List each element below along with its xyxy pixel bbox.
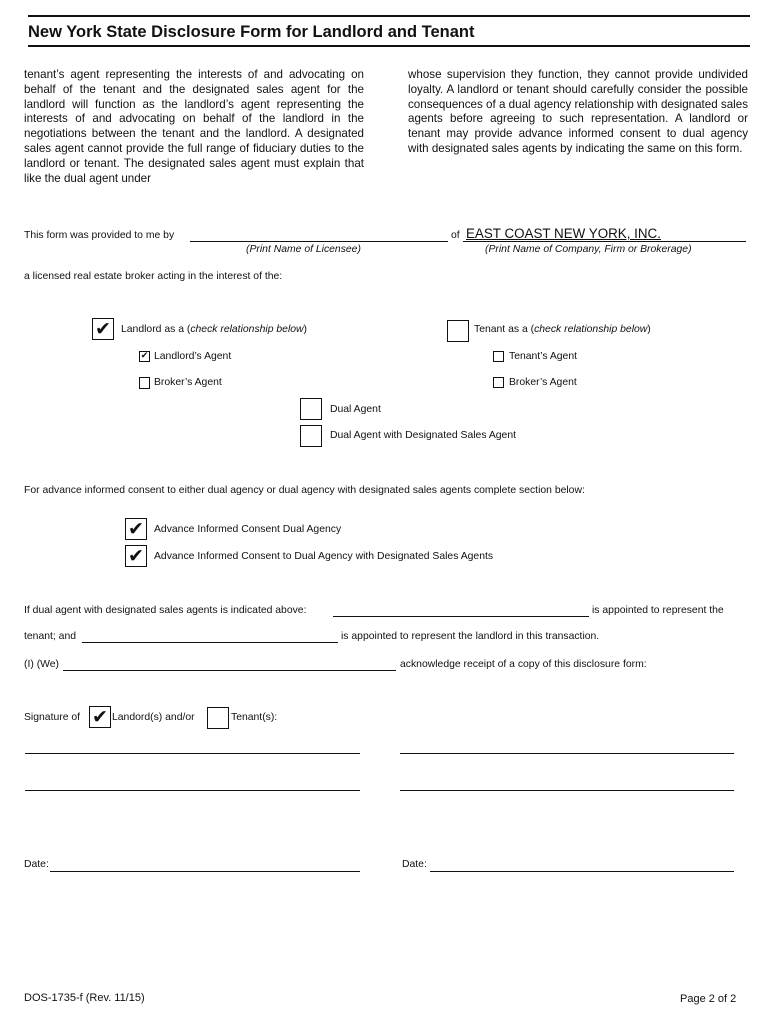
designated-line1-suffix: is appointed to represent the bbox=[592, 605, 724, 616]
company-caption: (Print Name of Company, Firm or Brokerage) bbox=[485, 244, 692, 255]
page-number: Page 2 of 2 bbox=[680, 993, 737, 1005]
date-label-right: Date: bbox=[402, 859, 427, 870]
landlord-brokers-agent-checkbox[interactable] bbox=[139, 377, 150, 389]
dual-agent-designated-label: Dual Agent with Designated Sales Agent bbox=[330, 430, 517, 441]
date-field-right[interactable] bbox=[430, 871, 734, 872]
check-icon: ✔ bbox=[140, 351, 149, 361]
provided-of-label: of bbox=[451, 230, 460, 241]
consent-designated-label: Advance Informed Consent to Dual Agency with Designated Sales Agents bbox=[154, 551, 494, 562]
acknowledge-prefix: (I) (We) bbox=[24, 659, 60, 670]
tenant-brokers-agent-label: Broker’s Agent bbox=[509, 377, 577, 388]
consent-dual-agency-label: Advance Informed Consent Dual Agency bbox=[154, 524, 342, 535]
tenants-agent-label: Tenant’s Agent bbox=[509, 351, 577, 362]
page-title: New York State Disclosure Form for Landlord and Tenant bbox=[28, 23, 475, 41]
signature-tenant-label: Tenant(s): bbox=[231, 712, 278, 723]
check-icon bbox=[301, 399, 321, 419]
signature-line-right-1[interactable] bbox=[400, 753, 734, 754]
tenant-relationship-label: Tenant as a (check relationship below) bbox=[474, 324, 651, 335]
designated-line1-prefix: If dual agent with designated sales agents is indicated above: bbox=[24, 605, 307, 616]
signature-line-right-2[interactable] bbox=[400, 790, 734, 791]
title-bottom-rule bbox=[28, 45, 750, 47]
acknowledge-suffix: acknowledge receipt of a copy of this disclosure form: bbox=[400, 659, 647, 670]
dual-agent-label: Dual Agent bbox=[330, 404, 381, 415]
check-icon bbox=[448, 321, 468, 341]
check-icon bbox=[494, 352, 503, 361]
consent-designated-checkbox[interactable] bbox=[125, 545, 147, 567]
landlord-checkbox[interactable] bbox=[92, 318, 114, 340]
check-icon: ✔ bbox=[95, 317, 111, 340]
signature-line-left-1[interactable] bbox=[25, 753, 360, 754]
signature-label: Signature of bbox=[24, 712, 81, 723]
landlord-agent-name-field[interactable] bbox=[82, 642, 338, 643]
designated-line2-prefix: tenant; and bbox=[24, 631, 76, 642]
landlord-brokers-agent-label: Broker’s Agent bbox=[154, 377, 222, 388]
title-top-rule bbox=[28, 15, 750, 17]
check-icon: ✔ bbox=[92, 705, 108, 728]
landlords-agent-checkbox[interactable] bbox=[139, 351, 150, 362]
tenant-brokers-agent-checkbox[interactable] bbox=[493, 377, 504, 388]
check-icon bbox=[494, 378, 503, 387]
signature-line-left-2[interactable] bbox=[25, 790, 360, 791]
company-name-value: EAST COAST NEW YORK, INC. bbox=[466, 226, 661, 241]
company-name-field[interactable] bbox=[463, 241, 746, 242]
designated-line2-suffix: is appointed to represent the landlord in this transaction. bbox=[341, 631, 600, 642]
check-icon: ✔ bbox=[128, 544, 144, 567]
landlords-agent-label: Landlord’s Agent bbox=[154, 351, 232, 362]
intro-left-column: tenant’s agent representing the interests of and advocating on behalf of the tenant and the designated sales agent for the landlord will function as the landlord’s agent representing the interests of and advocating on behalf of the landlord in the negotiations between the tenant and the landlord. A designated sales agent cannot provide the full range of fiduciary duties to the landlord or tenant. The designated sales agent must explain that like the dual agent under bbox=[24, 68, 364, 185]
consent-intro-text: For advance informed consent to either dual agency or dual agency with designated sales agents complete section below: bbox=[24, 485, 585, 496]
signature-tenant-checkbox[interactable] bbox=[207, 707, 229, 729]
provided-by-label: This form was provided to me by bbox=[24, 230, 175, 241]
licensee-caption: (Print Name of Licensee) bbox=[246, 244, 361, 255]
date-field-left[interactable] bbox=[50, 871, 360, 872]
tenants-agent-checkbox[interactable] bbox=[493, 351, 504, 362]
dual-agent-checkbox[interactable] bbox=[300, 398, 322, 420]
broker-acting-text: a licensed real estate broker acting in the interest of the: bbox=[24, 271, 283, 282]
consent-dual-agency-checkbox[interactable] bbox=[125, 518, 147, 540]
check-icon bbox=[208, 708, 228, 728]
acknowledge-name-field[interactable] bbox=[63, 670, 396, 671]
intro-right-column: whose supervision they function, they cannot provide undivided loyalty. A landlord or tenant should carefully consider the possible consequences of a dual agency relationship with designated sales agents before agreeing to such representation. A landlord or tenant may provide advance informed consent to dual agency with designated sales agents by indicating the same on this form. bbox=[408, 68, 748, 155]
tenant-agent-name-field[interactable] bbox=[333, 616, 589, 617]
signature-landlord-checkbox[interactable] bbox=[89, 706, 111, 728]
licensee-name-field[interactable] bbox=[190, 241, 448, 242]
check-icon bbox=[301, 426, 321, 446]
landlord-relationship-label: Landlord as a (check relationship below) bbox=[121, 324, 308, 335]
tenant-checkbox[interactable] bbox=[447, 320, 469, 342]
date-label-left: Date: bbox=[24, 859, 49, 870]
form-id: DOS-1735-f (Rev. 11/15) bbox=[24, 992, 145, 1004]
signature-landlord-label: Landord(s) and/or bbox=[112, 712, 195, 723]
check-icon: ✔ bbox=[128, 517, 144, 540]
dual-agent-designated-checkbox[interactable] bbox=[300, 425, 322, 447]
check-icon bbox=[140, 378, 149, 388]
